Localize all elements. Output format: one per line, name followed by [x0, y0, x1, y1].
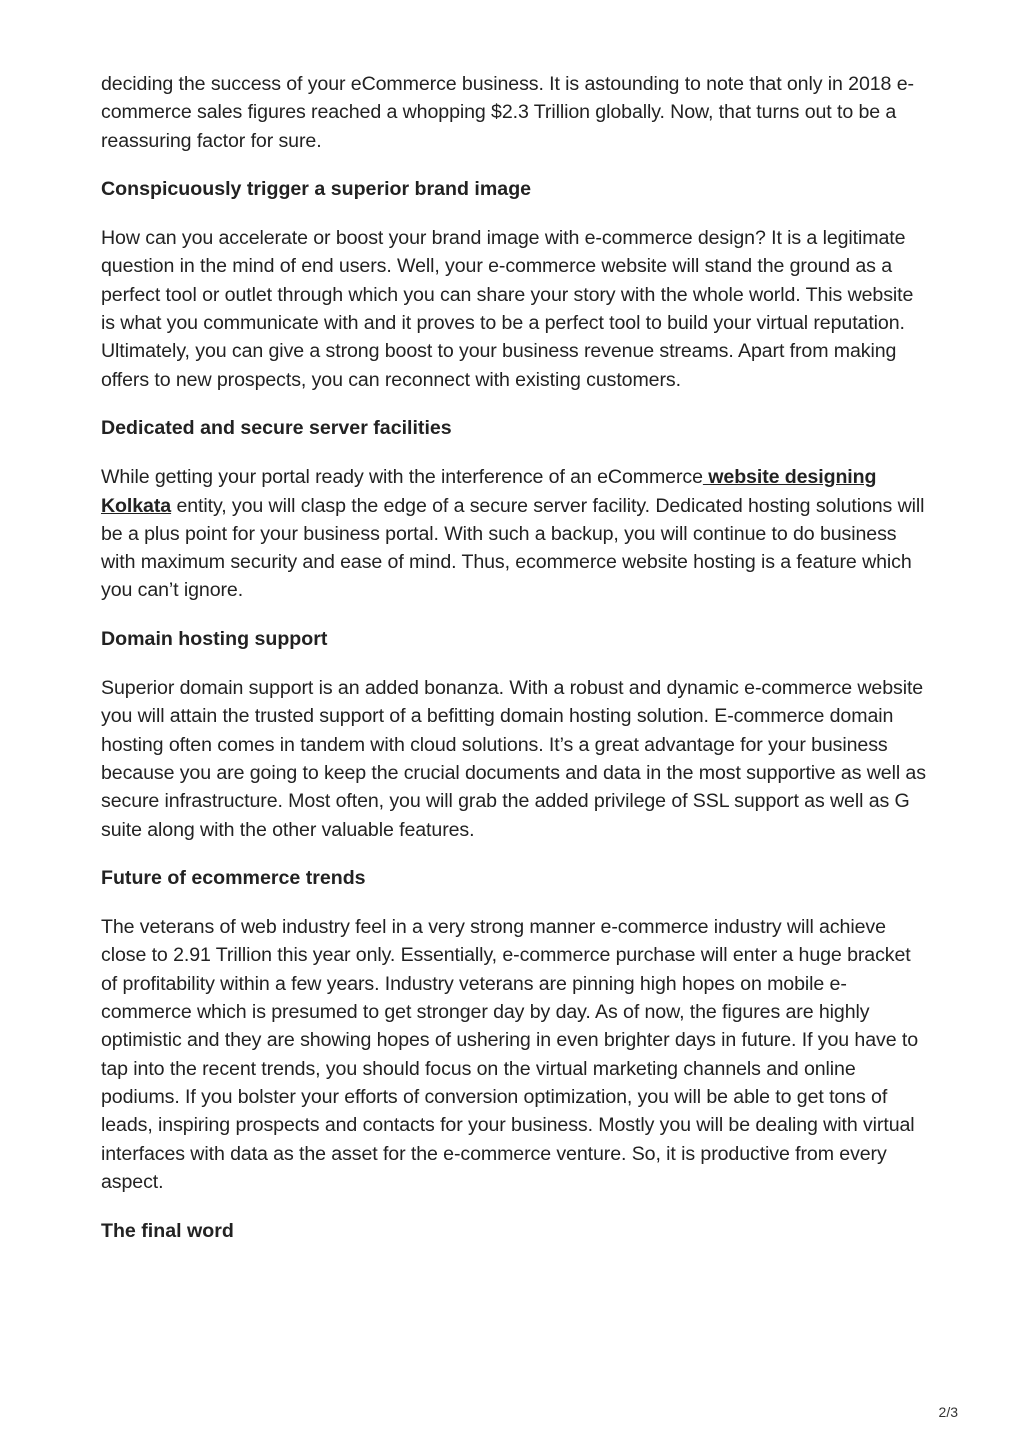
section-heading-domain-hosting: Domain hosting support [101, 628, 328, 651]
section-paragraph-domain-hosting: Superior domain support is an added bonanza. With a robust and dynamic e-commerce website you will attain the trusted support of a befitting domain hosting solution. E-commerce domain hosting often comes in tandem with cloud solutions. It’s a great advantage for your business because you are going to keep the crucial documents and data in the most supportive as well as secure infrastructure. Most often, you will grab the added privilege of SSL support as well as G suite along with the other valuable features. [101, 677, 926, 841]
section-heading-ecommerce-trends: Future of ecommerce trends [101, 867, 366, 890]
paragraph-text-before-link: While getting your portal ready with the interference of an eCommerce [101, 466, 703, 489]
section-heading-server-facilities: Dedicated and secure server facilities [101, 417, 452, 440]
section-paragraph-ecommerce-trends: The veterans of web industry feel in a very strong manner e-commerce industry will achieve close to 2.91 Trillion this year only. Essentially, e-commerce purchase will enter a huge bracket of profitability within a few years. Industry veterans are pinning high hopes on mobile e-commerce which is presumed to get stronger day by day. As of now, the figures are highly optimistic and they are showing hopes of ushering in even brighter days in future. If you have to tap into the recent trends, you should focus on the virtual marketing channels and online podiums. If you bolster your efforts of conversion optimization, you will be able to get tons of leads, inspiring prospects and contacts for your business. Mostly you will be dealing with virtual interfaces with data as the asset for the e-commerce venture. So, it is productive from every aspect. [101, 916, 918, 1193]
intro-paragraph: deciding the success of your eCommerce business. It is astounding to note that only in 2018 e-commerce sales figures reached a whopping $2.3 Trillion globally. Now, that turns out to be a reassuring factor for sure. [101, 73, 914, 152]
paragraph-text-after-link: entity, you will clasp the edge of a secure server facility. Dedicated hosting solutions will be a plus point for your business portal. With such a backup, you will continue to do business with maximum security and ease of mind. Thus, ecommerce website hosting is a feature which you can’t ignore. [101, 494, 925, 602]
section-heading-brand-image: Conspicuously trigger a superior brand image [101, 178, 532, 201]
section-paragraph-brand-image: How can you accelerate or boost your brand image with e-commerce design? It is a legitimate question in the mind of end users. Well, your e-commerce website will stand the ground as a perfect tool or outlet through which you can share your story with the whole world. This website is what you communicate with and it proves to be a perfect tool to build your virtual reputation. Ultimately, you can give a strong boost to your business revenue streams. Apart from making offers to new prospects, you can reconnect with existing customers. [101, 227, 914, 391]
section-heading-final-word: The final word [101, 1219, 234, 1242]
section-paragraph-server-facilities [101, 463, 927, 604]
page-number: 2/3 [938, 1404, 958, 1420]
website-designing-kolkata-link[interactable]: website designing Kolkata [101, 466, 877, 517]
document-page [101, 70, 927, 1265]
